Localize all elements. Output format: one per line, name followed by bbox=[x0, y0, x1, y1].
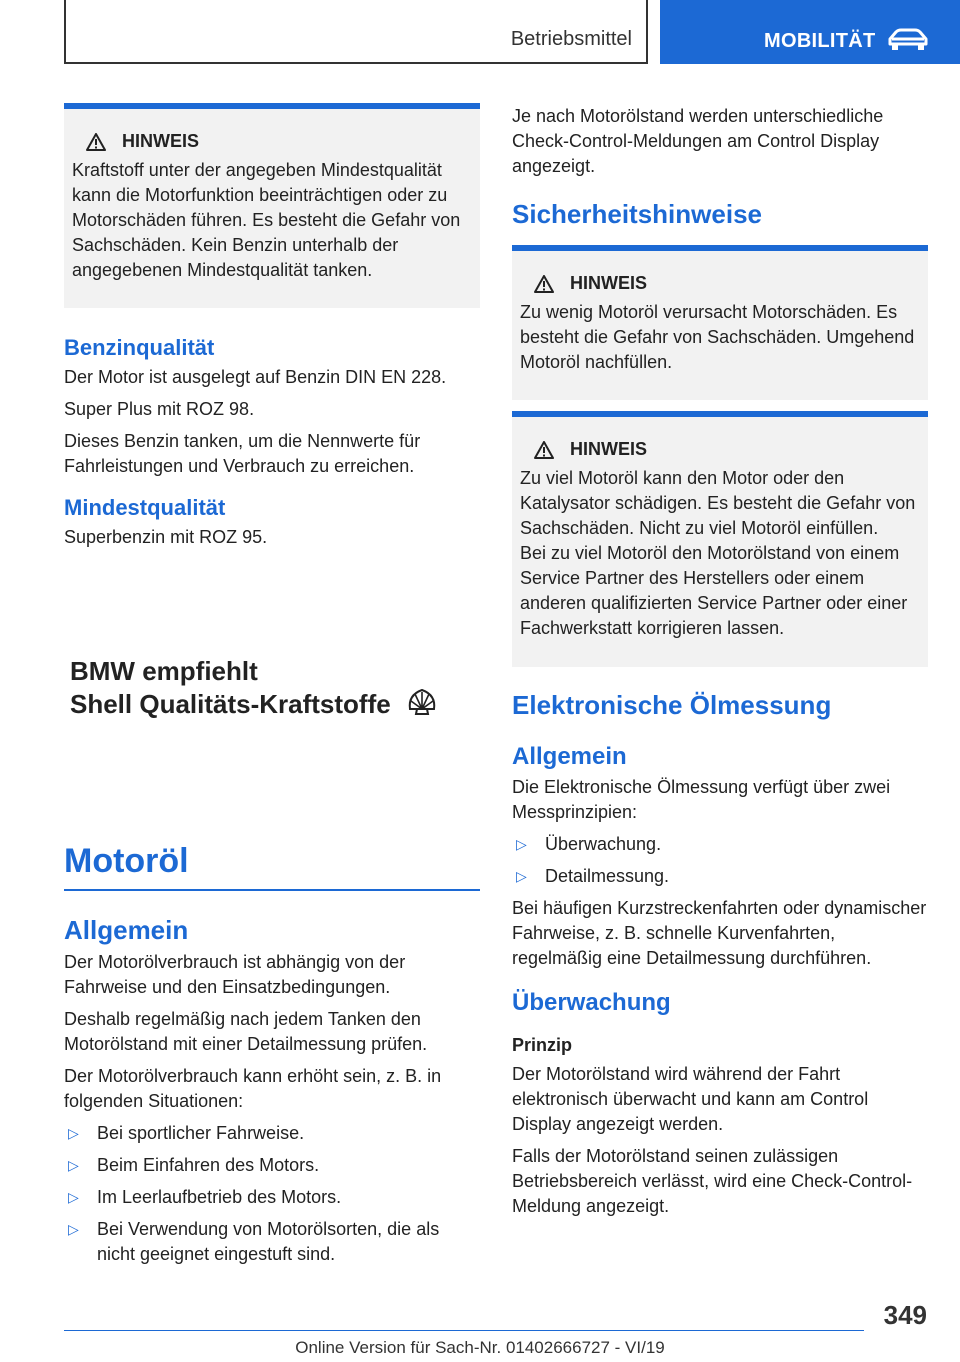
header-chapter-tab bbox=[660, 0, 960, 64]
subsection-heading: Überwachung bbox=[512, 989, 671, 1016]
benzin-section bbox=[64, 335, 480, 557]
right-column bbox=[512, 104, 928, 246]
left-column bbox=[64, 103, 480, 308]
page-number: 349 bbox=[883, 1300, 927, 1330]
notice-title: HINWEIS bbox=[570, 273, 648, 293]
paragraph: Der Motor ist ausgelegt auf Benzin DIN EN 228. bbox=[64, 367, 447, 387]
chapter-title: Motoröl bbox=[64, 842, 189, 880]
triangle-bullet-icon: ▷ bbox=[516, 836, 527, 852]
notice-text: Zu viel Motoröl kann den Motor oder den Katalysator schädigen. Es besteht die Gefahr von Sachschäden. Nicht zu viel Motoröl einfüllen. bbox=[520, 468, 916, 538]
run-in-heading: Prinzip bbox=[512, 1035, 573, 1055]
subsection-heading: Allgemein bbox=[512, 743, 627, 770]
triangle-bullet-icon: ▷ bbox=[68, 1125, 79, 1141]
paragraph: Bei häufigen Kurzstreckenfahrten oder dynamischer Fahrweise, z. B. schnelle Kurvenfahrten, regelmäßig eine Detailmessung durchführen. bbox=[512, 898, 927, 968]
notice-box bbox=[512, 411, 928, 667]
paragraph: Superbenzin mit ROZ 95. bbox=[64, 527, 268, 547]
list-item: ▷ Detailmessung. bbox=[512, 864, 928, 889]
paragraph: Die Elektronische Ölmessung verfügt über zwei Messprinzipien: bbox=[512, 777, 891, 822]
paragraph: Deshalb regelmäßig nach jedem Tanken den Motorölstand mit einer Detailmessung prüfen. bbox=[64, 1009, 428, 1054]
notice-text: Bei zu viel Motoröl den Motorölstand von einem Service Partner des Herstellers oder einem anderen qualifizierten Service Partner oder einer Fachwerkstatt korrigieren lassen. bbox=[520, 543, 908, 638]
paragraph: Der Motorölstand wird während der Fahrt elektronisch überwacht und kann am Control Display angezeigt werden. bbox=[512, 1064, 869, 1134]
ad-line: BMW empfiehlt bbox=[70, 656, 258, 686]
elektro-section bbox=[512, 690, 928, 1226]
notice-box bbox=[512, 245, 928, 400]
notice-box bbox=[64, 103, 480, 308]
list-item: ▷ Überwachung. bbox=[512, 832, 928, 857]
notice-text: Kraftstoff unter der angegeben Mindestqualität kann die Motorfunktion beeinträchtigen oder zu Motorschäden führen. Es besteht die Gefahr von Sachschäden. Kein Benzin unterhalb der angegebenen Mindestqualität tanken. bbox=[72, 160, 461, 280]
section-heading: Allgemein bbox=[64, 915, 189, 945]
notice-text: Zu wenig Motoröl verursacht Motorschäden. Es besteht die Gefahr von Sachschäden. Umgehend Motoröl nachfüllen. bbox=[520, 302, 915, 372]
car-icon bbox=[886, 28, 930, 52]
motoroel-section bbox=[64, 842, 480, 1274]
section-heading: Mindestqualität bbox=[64, 495, 226, 520]
list-item: ▷ Beim Einfahren des Motors. bbox=[64, 1153, 480, 1178]
list-item: ▷ Bei Verwendung von Motorölsorten, die als nicht geeignet eingestuft sind. bbox=[64, 1217, 480, 1267]
list-item: ▷ Im Leerlaufbetrieb des Motors. bbox=[64, 1185, 480, 1210]
header-section-tab bbox=[64, 0, 648, 64]
title-rule bbox=[64, 889, 480, 891]
section-heading: Sicherheitshinweise bbox=[512, 199, 762, 229]
ad-line: Shell Qualitäts-Kraftstoffe bbox=[70, 689, 391, 719]
header-section-label: Betriebsmittel bbox=[510, 28, 632, 50]
triangle-bullet-icon: ▷ bbox=[516, 868, 527, 884]
footer-rule bbox=[64, 1330, 864, 1331]
section-heading: Benzinqualität bbox=[64, 335, 215, 360]
triangle-bullet-icon: ▷ bbox=[68, 1221, 79, 1237]
paragraph: Super Plus mit ROZ 98. bbox=[64, 399, 255, 419]
paragraph: Je nach Motorölstand werden unterschiedliche Check-Control-Meldungen am Control Display angezeigt. bbox=[512, 106, 884, 176]
paragraph: Dieses Benzin tanken, um die Nennwerte für Fahrleistungen und Verbrauch zu erreichen. bbox=[64, 431, 421, 476]
paragraph: Falls der Motorölstand seinen zulässigen Betriebsbereich verlässt, wird eine Check-Control-Meldung angezeigt. bbox=[512, 1146, 913, 1216]
warning-icon bbox=[534, 441, 554, 459]
shell-ad bbox=[70, 656, 470, 720]
notice-title: HINWEIS bbox=[122, 131, 200, 151]
triangle-bullet-icon: ▷ bbox=[68, 1189, 79, 1205]
warning-icon bbox=[534, 275, 554, 293]
paragraph: Der Motorölverbrauch ist abhängig von der Fahrweise und den Einsatzbedingungen. bbox=[64, 952, 406, 997]
notice-title: HINWEIS bbox=[570, 439, 648, 459]
list-item: ▷ Bei sportlicher Fahrweise. bbox=[64, 1121, 480, 1146]
header-chapter-label: MOBILITÄT bbox=[764, 30, 876, 52]
paragraph: Der Motorölverbrauch kann erhöht sein, z. B. in folgenden Situationen: bbox=[64, 1066, 442, 1111]
footer-text: Online Version für Sach-Nr. 01402666727 - VI/19 bbox=[295, 1338, 665, 1357]
warning-icon bbox=[86, 133, 106, 151]
shell-logo-icon bbox=[406, 687, 438, 717]
section-heading: Elektronische Ölmessung bbox=[512, 690, 832, 720]
triangle-bullet-icon: ▷ bbox=[68, 1157, 79, 1173]
